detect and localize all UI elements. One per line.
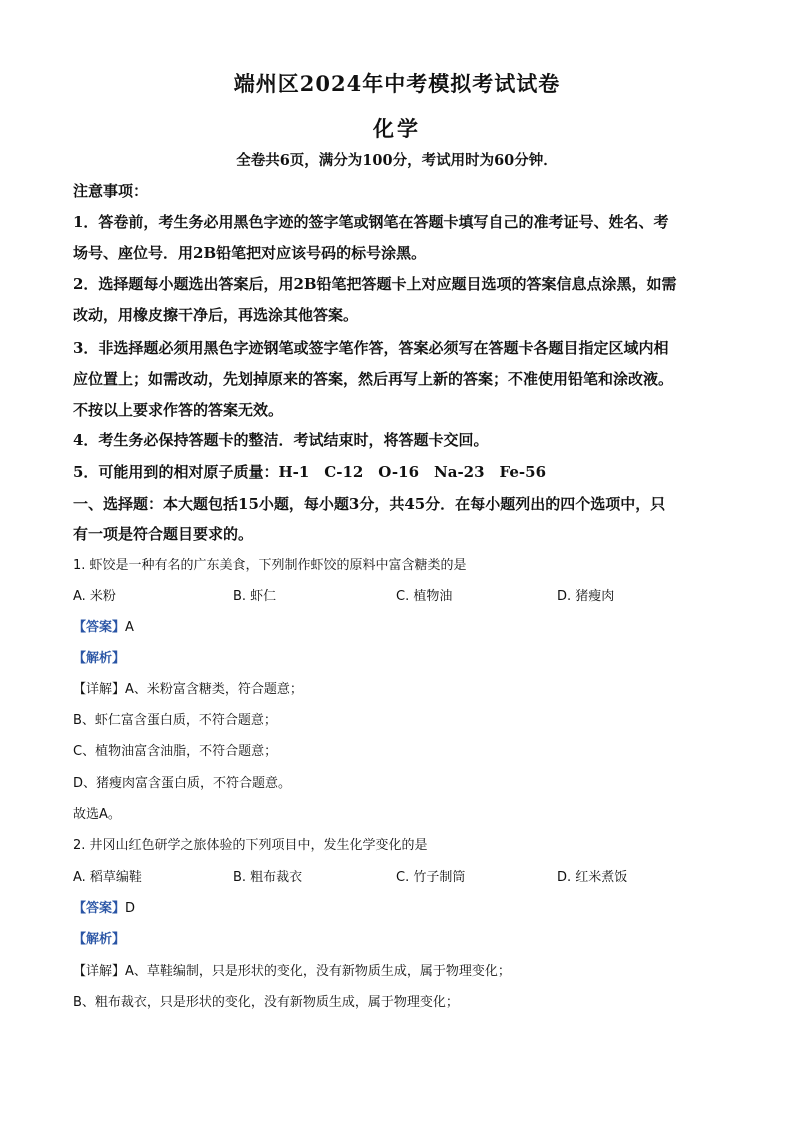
option-c: C. 竹子制筒	[396, 870, 466, 885]
answer-line	[73, 900, 135, 918]
detail-line: D、猪瘦肉富含蛋白质，不符合题意。	[73, 776, 292, 791]
answer-line	[73, 619, 134, 637]
analysis-line	[73, 650, 125, 668]
subject-title: 化学	[373, 116, 421, 141]
notes-line: 场号、座位号．用2B铅笔把对应该号码的标号涂黑。	[73, 244, 427, 262]
detail-text: A、米粉富含糖类，符合题意；	[125, 682, 303, 697]
detail-line	[73, 963, 511, 981]
detail-line: C、植物油富含油脂，不符合题意；	[73, 744, 278, 759]
answer-value: A	[125, 620, 134, 635]
notes-line: 应位置上；如需改动，先划掉原来的答案，然后再写上新的答案；不准使用铅笔和涂改液。	[73, 370, 674, 388]
section-heading-cont: 有一项是符合题目要求的。	[73, 525, 254, 543]
detail-line: 故选A。	[73, 807, 121, 822]
section-heading: 一、选择题：本大题包括15小题，每小题3分，共45分．在每小题列出的四个选项中，只	[73, 495, 666, 513]
detail-text: A、草鞋编制，只是形状的变化，没有新物质生成，属于物理变化；	[125, 964, 511, 979]
answer-tag: 【答案】	[73, 620, 126, 635]
detail-tag: 【详解】	[73, 682, 126, 697]
option-d: D. 红米煮饭	[557, 870, 628, 885]
notes-line: 5．可能用到的相对原子质量：H-1 C-12 O-16 Na-23 Fe-56	[73, 463, 547, 481]
notes-line: 2．选择题每小题选出答案后，用2B铅笔把答题卡上对应题目选项的答案信息点涂黑，如需	[73, 275, 677, 293]
notes-line: 不按以上要求作答的答案无效。	[73, 401, 284, 419]
detail-line: B、粗布裁衣，只是形状的变化，没有新物质生成，属于物理变化；	[73, 995, 459, 1010]
notes-line: 1．答卷前，考生务必用黑色字迹的签字笔或钢笔在答题卡填写自己的准考证号、姓名、考	[73, 213, 669, 231]
detail-line	[73, 681, 303, 699]
option-b: B. 粗布裁衣	[233, 870, 303, 885]
notes-line: 4．考生务必保持答题卡的整洁．考试结束时，将答题卡交回。	[73, 431, 489, 449]
option-c: C. 植物油	[396, 589, 453, 604]
notes-line: 改动，用橡皮擦干净后，再选涂其他答案。	[73, 306, 359, 324]
detail-tag: 【详解】	[73, 964, 126, 979]
analysis-line	[73, 931, 125, 949]
exam-title: 端州区2024年中考模拟考试试卷	[233, 71, 561, 96]
notes-heading: 注意事项：	[73, 182, 149, 200]
option-a: A. 稻草编鞋	[73, 870, 142, 885]
detail-line: B、虾仁富含蛋白质，不符合题意；	[73, 713, 277, 728]
analysis-tag: 【解析】	[73, 932, 126, 947]
option-d: D. 猪瘦肉	[557, 589, 615, 604]
exam-info: 全卷共6页，满分为100分，考试用时为60分钟．	[236, 152, 558, 169]
analysis-tag: 【解析】	[73, 651, 126, 666]
answer-tag: 【答案】	[73, 901, 126, 916]
question-stem: 1. 虾饺是一种有名的广东美食，下列制作虾饺的原料中富含糖类的是	[73, 558, 467, 573]
option-a: A. 米粉	[73, 589, 116, 604]
notes-line: 3．非选择题必须用黑色字迹钢笔或签字笔作答，答案必须写在答题卡各题目指定区域内相	[73, 339, 669, 357]
option-b: B. 虾仁	[233, 589, 277, 604]
answer-value: D	[125, 901, 136, 916]
question-stem: 2. 井冈山红色研学之旅体验的下列项目中，发生化学变化的是	[73, 838, 428, 853]
